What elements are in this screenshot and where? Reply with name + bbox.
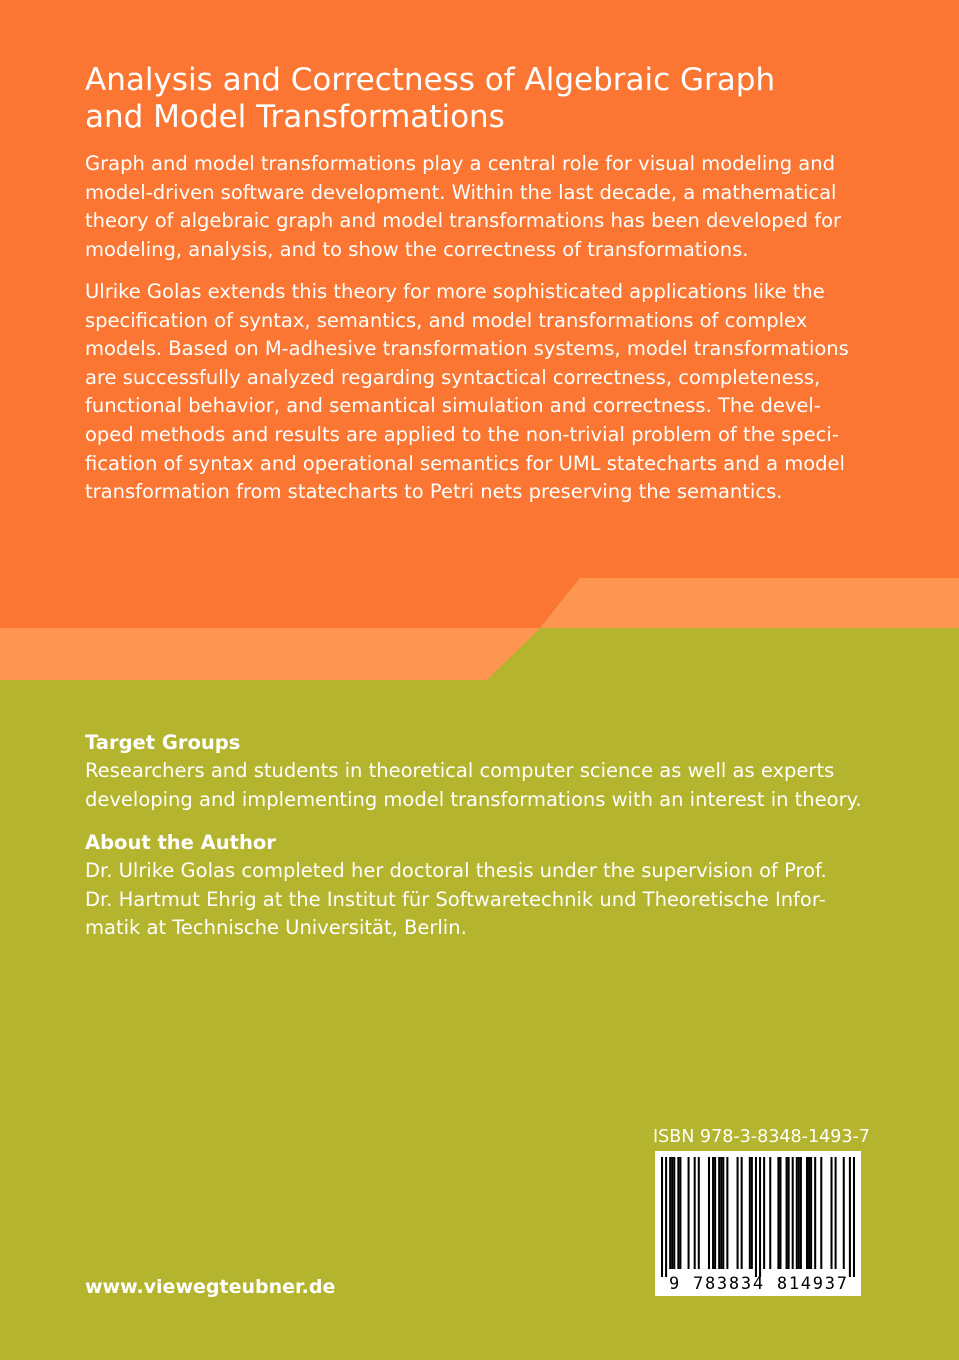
target-groups-heading: Target Groups: [85, 731, 241, 754]
description-paragraph-2: [85, 278, 849, 507]
barcode-bar: [820, 1157, 822, 1269]
text-line: transformation from statecharts to Petri nets preserving the semantics.: [85, 480, 783, 504]
barcode-bar: [835, 1157, 837, 1269]
title-line: Analysis and Correctness of Algebraic Graph: [85, 62, 776, 98]
light-orange-stripe-lower: [0, 628, 540, 680]
barcode-bar: [843, 1157, 845, 1269]
barcode-bar: [763, 1157, 765, 1269]
text-line: Researchers and students in theoretical computer science as well as experts: [85, 759, 835, 782]
text-line: fication of syntax and operational semantics for UML statecharts and a model: [85, 451, 845, 475]
barcode-bar: [786, 1157, 788, 1269]
barcode-bar: [718, 1157, 720, 1269]
barcode-bar: [777, 1157, 779, 1269]
barcode-bar: [788, 1157, 790, 1269]
barcode-bar: [722, 1157, 724, 1269]
barcode-bar: [779, 1157, 781, 1269]
text-line: are successfully analyzed regarding syntactical correctness, completeness,: [85, 365, 821, 389]
barcode-bar: [669, 1157, 671, 1269]
barcode-bar: [679, 1157, 681, 1269]
barcode-bar: [665, 1157, 667, 1277]
about-author-text: [85, 857, 827, 943]
barcode-bar: [688, 1157, 690, 1269]
description-paragraph-1: [85, 150, 841, 264]
text-line: Ulrike Golas extends this theory for more sophisticated applications like the: [85, 280, 825, 303]
barcode-bar: [708, 1157, 710, 1269]
barcode-bar: [694, 1157, 696, 1269]
barcode-bar: [798, 1157, 800, 1269]
text-line: specification of syntax, semantics, and model transformations of complex: [85, 308, 808, 332]
barcode-bar: [712, 1157, 714, 1269]
target-groups-section: [85, 728, 862, 814]
about-author-heading: About the Author: [85, 831, 276, 854]
barcode-bar: [741, 1157, 743, 1269]
barcode-bar: [671, 1157, 673, 1269]
target-groups-text: [85, 757, 862, 814]
barcode-bar: [808, 1157, 810, 1269]
text-line: matik at Technische Universität, Berlin.: [85, 916, 467, 940]
barcode-digits: 9 783834 814937: [669, 1274, 847, 1294]
barcode-bar: [800, 1157, 802, 1269]
barcode-bar: [677, 1157, 679, 1269]
isbn-label: ISBN 978-3-8348-1493-7: [653, 1127, 870, 1147]
book-title: [85, 62, 905, 136]
barcode: [655, 1151, 861, 1296]
barcode-bar: [714, 1157, 716, 1269]
text-line: developing and implementing model transformations with an interest in theory.: [85, 787, 862, 811]
barcode-bar: [849, 1157, 851, 1277]
barcode-bar: [698, 1157, 700, 1269]
barcode-bar: [751, 1157, 753, 1269]
barcode-bar: [755, 1157, 757, 1277]
barcode-bar: [749, 1157, 751, 1269]
text-line: oped methods and results are applied to the non-trivial problem of the speci-: [85, 422, 839, 446]
text-line: Graph and model transformations play a central role for visual modeling and: [85, 152, 835, 175]
barcode-bar: [737, 1157, 739, 1269]
about-author-section: [85, 828, 827, 943]
barcode-bar: [769, 1157, 771, 1269]
barcode-bar: [810, 1157, 812, 1269]
text-line: Dr. Hartmut Ehrig at the Institut für Softwaretechnik und Theoretische Infor-: [85, 887, 826, 911]
barcode-bar: [792, 1157, 794, 1269]
barcode-bar: [726, 1157, 728, 1269]
text-line: models. Based on M-adhesive transformation systems, model transformations: [85, 337, 849, 361]
barcode-bar: [806, 1157, 808, 1269]
barcode-bar: [796, 1157, 798, 1269]
light-orange-stripe: [540, 578, 959, 628]
barcode-bar: [673, 1157, 675, 1269]
publisher-website: www.viewegteubner.de: [85, 1276, 336, 1298]
barcode-bar: [720, 1157, 722, 1269]
barcode-bar: [830, 1157, 832, 1269]
barcode-graphic: [655, 1151, 861, 1296]
title-line: and Model Transformations: [85, 99, 505, 135]
text-line: theory of algebraic graph and model transformations has been developed for: [85, 209, 842, 233]
text-line: model-driven software development. Within the last decade, a mathematical: [85, 180, 837, 204]
text-line: Dr. Ulrike Golas completed her doctoral thesis under the supervision of Prof.: [85, 859, 827, 882]
text-line: modeling, analysis, and to show the correctness of transformations.: [85, 237, 749, 261]
barcode-bar: [853, 1157, 855, 1277]
barcode-bar: [814, 1157, 816, 1269]
barcode-bar: [759, 1157, 761, 1277]
barcode-bar: [661, 1157, 663, 1277]
text-line: functional behavior, and semantical simulation and correctness. The devel-: [85, 394, 821, 418]
